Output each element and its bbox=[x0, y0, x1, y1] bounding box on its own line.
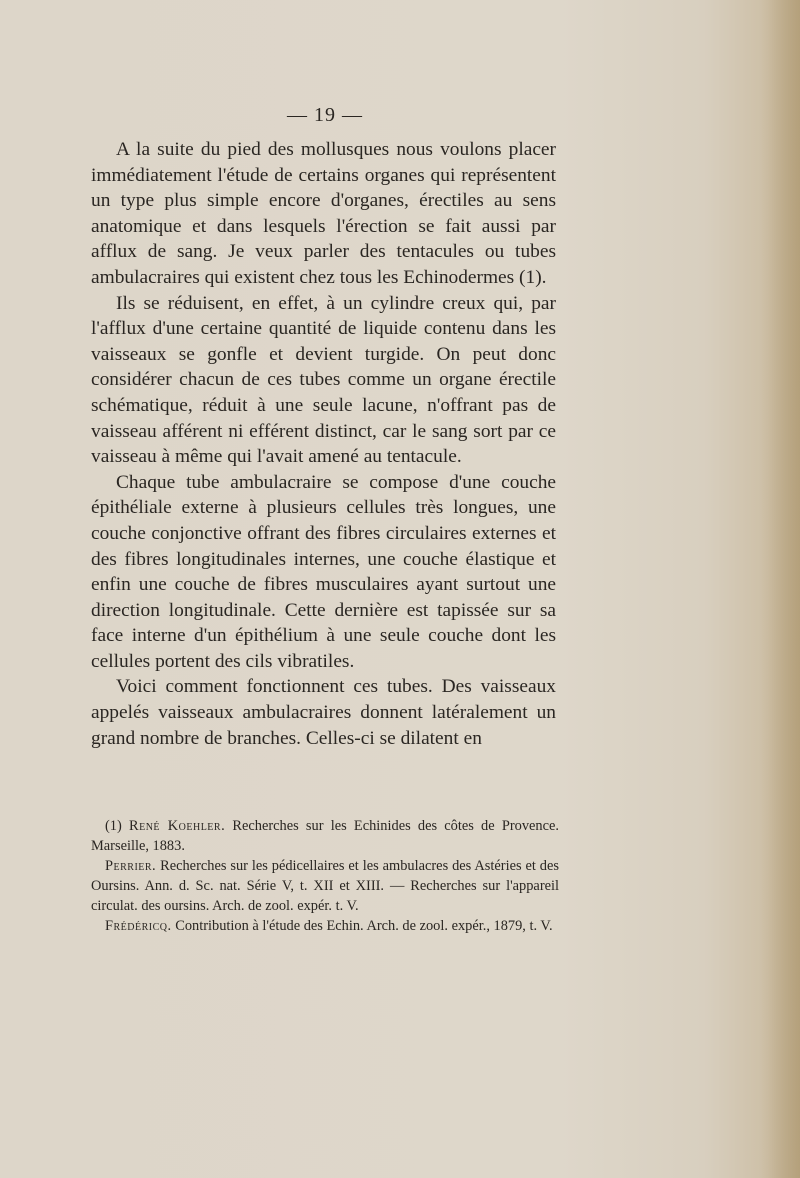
footnote-author: Frédéricq. bbox=[105, 918, 172, 934]
footnote bbox=[91, 816, 559, 856]
footnote-text: Contribution à l'étude des Echin. Arch. de zool. expér., 1879, t. V. bbox=[175, 918, 553, 934]
page-number: — 19 — bbox=[287, 104, 363, 126]
footnote-author: Perrier. bbox=[105, 858, 157, 874]
footnote bbox=[91, 916, 559, 936]
footnote-author: René Koehler. bbox=[129, 818, 226, 834]
footnote-marker: (1) bbox=[105, 818, 122, 834]
paragraph: Voici comment fonctionnent ces tubes. Des vaisseaux appelés vaisseaux ambulacraires donnent latéralement un grand nombre de branches. Celles-ci se dilatent en bbox=[91, 676, 556, 749]
paragraph: Ils se réduisent, en effet, à un cylindre creux qui, par l'afflux d'une certaine quantité de liquide contenu dans les vaisseaux se gonfle et devient turgide. On peut donc considérer chacun de ces tubes comme un organe érectile schématique, réduit à une seule lacune, n'offrant pas de vaisseau afférent ni efférent distinct, car le sang sort par ce vaisseau à même qui l'avait amené au tentacule. bbox=[91, 292, 556, 468]
footnote-text: Recherches sur les pédicellaires et les ambulacres des Astéries et des Oursins. Ann. d. Sc. nat. Série V, t. XII et XIII. — Recherches sur l'appareil circulat. des oursins. Arch. de zool. expér. t. V. bbox=[91, 858, 559, 914]
paragraph: Chaque tube ambulacraire se compose d'une couche épithéliale externe à plusieurs cellules très longues, une couche conjonctive offrant des fibres circulaires externes et des fibres longitudinales internes, une couche élastique et enfin une couche de fibres musculaires ayant surtout une direction longitudinale. Cette dernière est tapissée sur sa face interne d'un épithélium à une seule couche dont les cellules portent des cils vibratiles. bbox=[91, 471, 556, 672]
footnote-text: Recherches sur les Echinides des côtes de Provence. Marseille, 1883. bbox=[91, 818, 559, 854]
page-edge-stain bbox=[760, 0, 800, 1178]
body-text bbox=[91, 137, 556, 751]
paragraph: A la suite du pied des mollusques nous voulons placer immédiatement l'étude de certains organes qui représentent un type plus simple encore d'organes, érectiles au sens anatomique et dans lesquels l'érection se fait aussi par afflux de sang. Je veux parler des tentacules ou tubes ambulacraires qui existent chez tous les Echinodermes (1). bbox=[91, 139, 556, 288]
footnote bbox=[91, 856, 559, 916]
footnotes bbox=[91, 816, 559, 936]
